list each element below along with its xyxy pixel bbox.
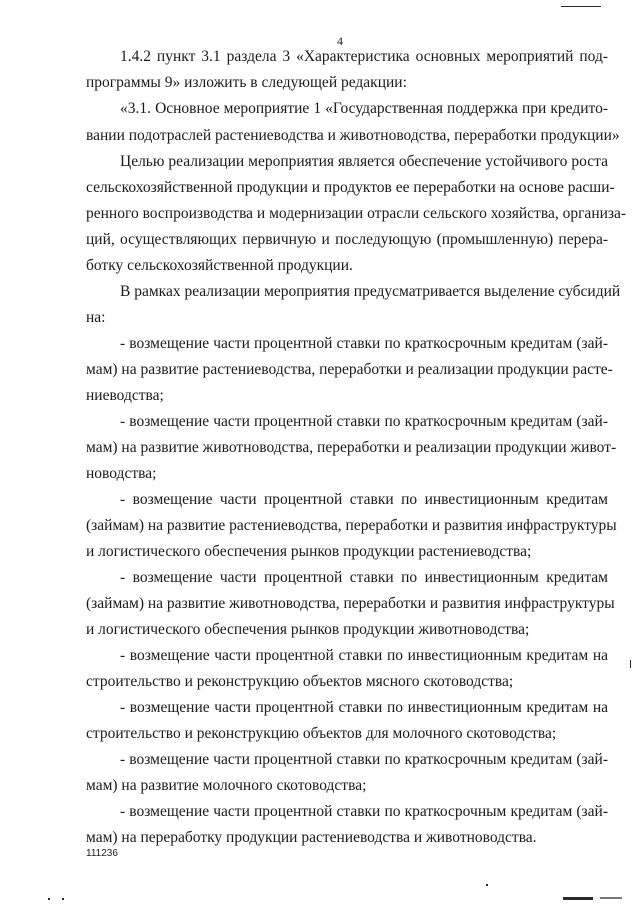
scan-mark-right-edge xyxy=(630,660,631,668)
scan-mark-bottom-left-2 xyxy=(62,898,64,900)
text-line: - возмещение части процентной ставки по краткосрочным кредитам (зай- xyxy=(120,751,608,768)
text-line: ботку сельскохозяйственной продукции. xyxy=(86,257,353,274)
text-line: «3.1. Основное мероприятие 1 «Государственная поддержка при кредито- xyxy=(120,100,608,117)
text-line: вании подотраслей растениеводства и животноводства, переработки продукции» xyxy=(86,127,620,144)
text-line: мам) на развитие животноводства, переработки и реализации продукции живот- xyxy=(86,439,617,456)
text-line: - возмещение части процентной ставки по краткосрочным кредитам (зай- xyxy=(120,413,608,430)
scan-mark-top-right xyxy=(561,6,601,7)
text-line: новодства; xyxy=(86,465,157,482)
text-line: сельскохозяйственной продукции и продуктов ее переработки на основе расши- xyxy=(86,179,615,196)
text-line: строительство и реконструкцию объектов для молочного скотоводства; xyxy=(86,725,557,742)
text-line: - возмещение части процентной ставки по инвестиционным кредитам xyxy=(120,569,608,586)
text-line: ций, осуществляющих первичную и последующую (промышленную) перера- xyxy=(86,231,608,248)
text-line: мам) на развитие растениеводства, переработки и реализации продукции расте- xyxy=(86,361,613,378)
text-line: (займам) на развитие растениеводства, переработки и развития инфраструктуры xyxy=(86,517,617,534)
text-line: мам) на переработку продукции растениеводства и животноводства. xyxy=(86,829,537,846)
scan-mark-bottom-left xyxy=(48,898,50,900)
page-number: 4 xyxy=(337,34,343,48)
text-line: и логистического обеспечения рынков продукции животноводства; xyxy=(86,621,530,638)
text-line: ренного воспроизводства и модернизации отрасли сельского хозяйства, организа- xyxy=(86,205,627,222)
text-line: на: xyxy=(86,309,106,326)
scan-mark-bottom-right xyxy=(600,897,622,899)
text-line: ниеводства; xyxy=(86,387,164,404)
text-line: (займам) на развитие животноводства, переработки и развития инфраструктуры xyxy=(86,595,615,612)
text-line: В рамках реализации мероприятия предусматривается выделение субсидий xyxy=(120,283,621,300)
text-line: строительство и реконструкцию объектов мясного скотоводства; xyxy=(86,673,514,690)
scan-barcode-bottom-right xyxy=(563,897,593,900)
text-line: - возмещение части процентной ставки по краткосрочным кредитам (зай- xyxy=(120,335,608,352)
document-code: 111236 xyxy=(86,848,118,859)
text-line: - возмещение части процентной ставки по инвестиционным кредитам xyxy=(120,491,608,508)
text-line: программы 9» изложить в следующей редакции: xyxy=(86,74,407,91)
text-line: и логистического обеспечения рынков продукции растениеводства; xyxy=(86,543,532,560)
text-line: 1.4.2 пункт 3.1 раздела 3 «Характеристика основных мероприятий под- xyxy=(120,48,608,65)
scan-mark-bottom-mid xyxy=(486,884,488,886)
text-line: - возмещение части процентной ставки по инвестиционным кредитам на xyxy=(120,647,608,664)
text-line: мам) на развитие молочного скотоводства; xyxy=(86,777,367,794)
text-line: - возмещение части процентной ставки по краткосрочным кредитам (зай- xyxy=(120,803,608,820)
text-line: - возмещение части процентной ставки по инвестиционным кредитам на xyxy=(120,699,608,716)
text-line: Целью реализации мероприятия является обеспечение устойчивого роста xyxy=(120,153,608,170)
